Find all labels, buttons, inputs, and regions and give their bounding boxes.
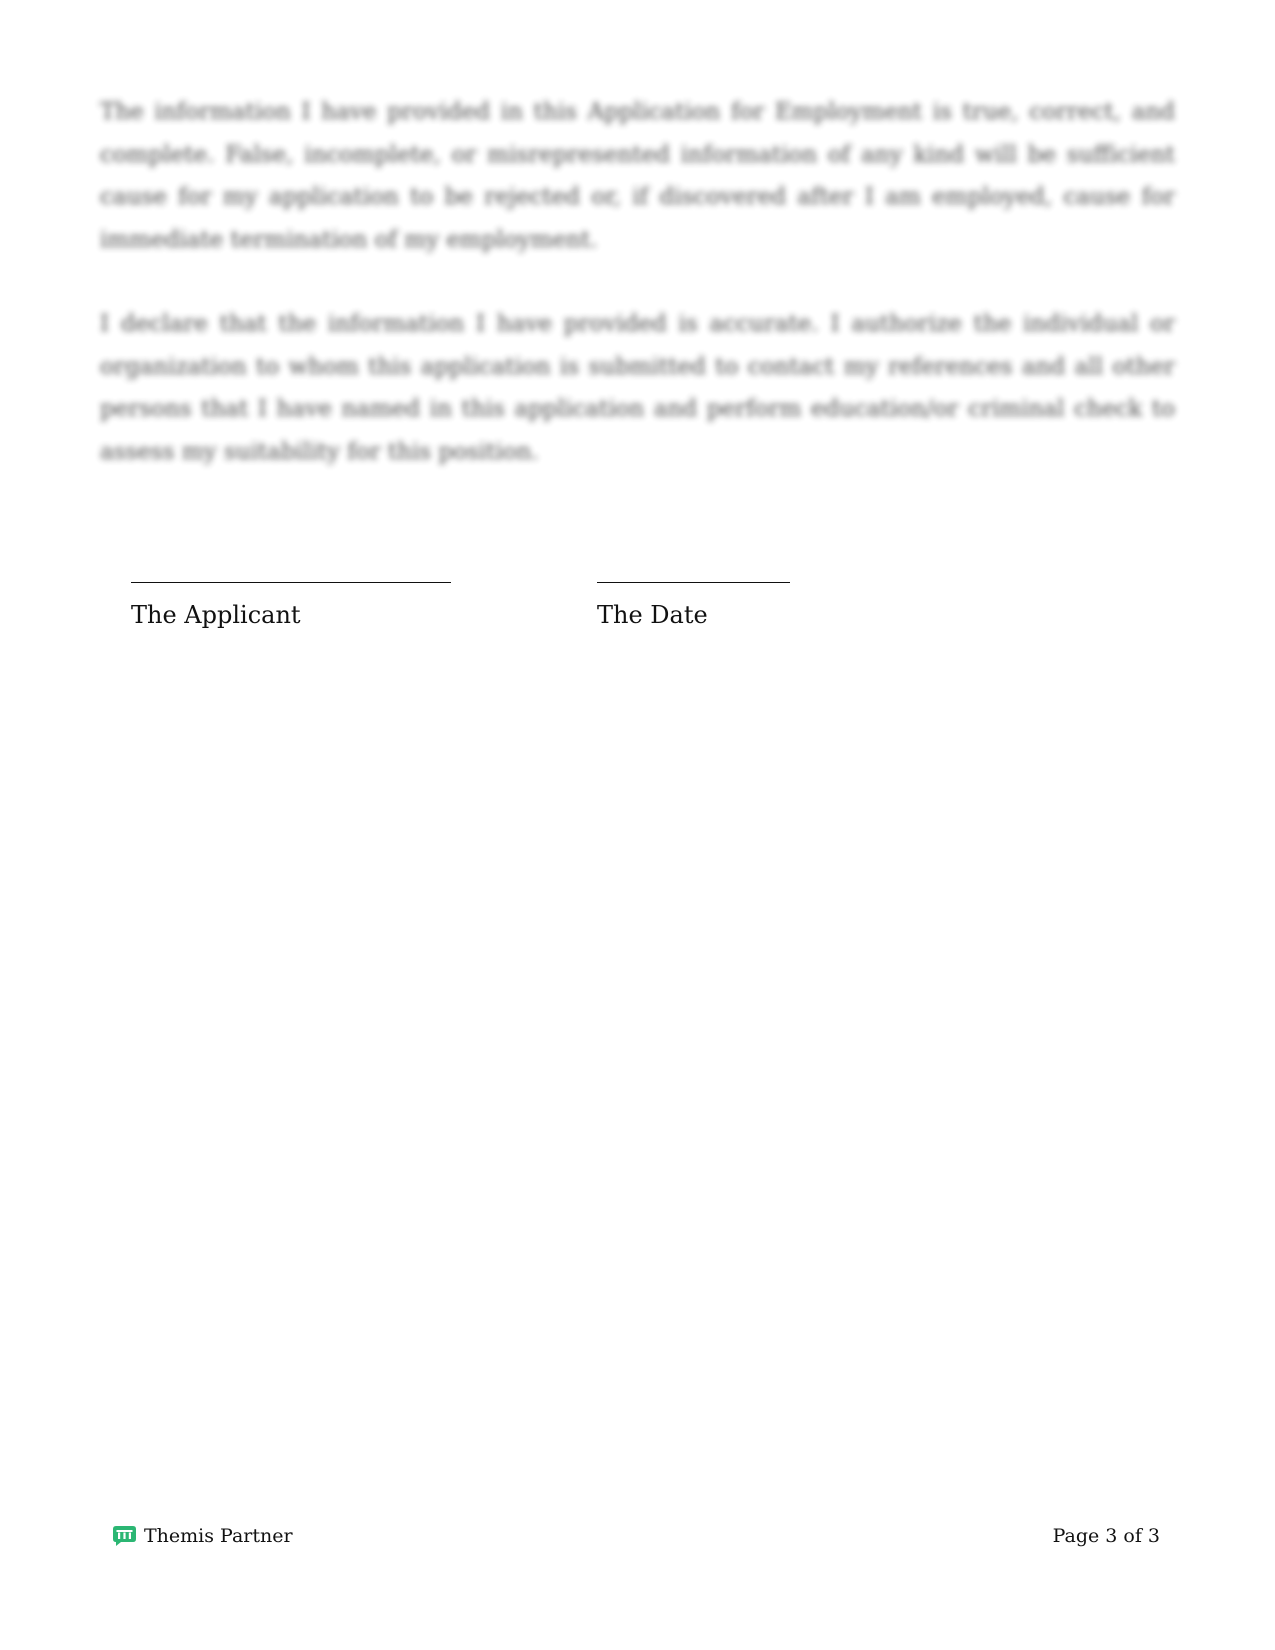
applicant-signature-block — [131, 582, 451, 629]
applicant-signature-line — [131, 582, 451, 583]
page-number: Page 3 of 3 — [1052, 1525, 1160, 1547]
applicant-signature-label: The Applicant — [131, 601, 301, 629]
declaration-paragraph-authorization: I declare that the information I have provided is accurate. I authorize the individual or organization to whom this application is submitted to contact my references and all other persons that I have named in this application and perform education/or criminal check to assess my suitability for this position. — [100, 311, 1175, 465]
themis-partner-logo-icon — [112, 1525, 137, 1547]
declaration-paragraph-truthfulness: The information I have provided in this Application for Employment is true, correct, and complete. False, incomplete, or misrepresented information of any kind will be sufficient cause for my application to be rejected or, if discovered after I am employed, cause for immediate termination of my employment. — [100, 99, 1175, 253]
date-signature-block — [597, 582, 790, 629]
footer-brand-name: Themis Partner — [144, 1525, 293, 1547]
date-signature-line — [597, 582, 790, 583]
date-signature-label: The Date — [597, 601, 708, 629]
footer-brand — [112, 1525, 293, 1547]
